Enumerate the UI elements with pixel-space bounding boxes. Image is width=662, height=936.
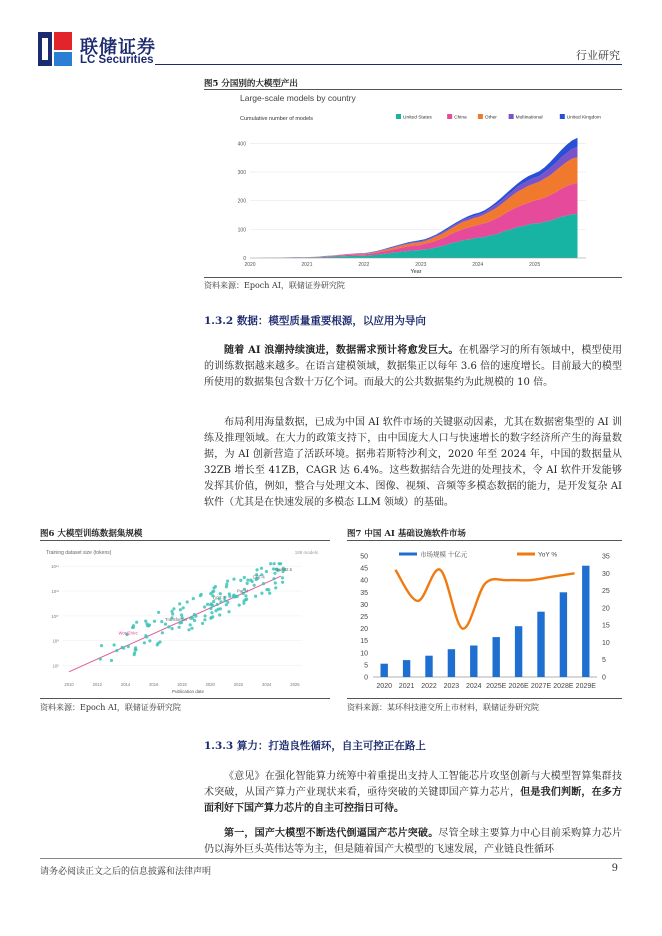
fig5-legend-label: United Kingdom	[566, 115, 601, 121]
fig6-point	[260, 567, 263, 570]
fig7-xtick: 2026E	[508, 683, 529, 690]
fig6-point	[178, 626, 181, 629]
fig6-point	[225, 583, 228, 586]
fig5-xtick: 2024	[472, 262, 484, 268]
fig7-source: 资料来源：某环科技港交所上市材料，联储证券研究院	[347, 703, 539, 712]
fig5-legend-swatch	[396, 114, 401, 119]
fig6-point	[178, 602, 181, 605]
fig7-y2tick: 15	[602, 622, 610, 630]
fig6-point	[131, 626, 134, 629]
fig7-xtick: 2028E	[553, 683, 574, 690]
fig6-point	[218, 613, 221, 616]
fig6-point	[268, 592, 271, 595]
fig7-legend-label: YoY %	[538, 551, 558, 559]
fig6-point	[260, 592, 263, 595]
fig6-point	[217, 608, 220, 611]
fig7-yoy-line	[395, 569, 574, 628]
fig5-bottom-rule	[204, 277, 622, 278]
fig6-point	[143, 641, 146, 644]
logo-text-cn: 联储证券	[80, 37, 156, 57]
fig6-xtick: 2018	[177, 682, 187, 687]
fig6-point	[238, 604, 241, 607]
fig6-point	[265, 588, 268, 591]
fig7-y2tick: 35	[602, 553, 610, 561]
fig5-ytick: 300	[237, 170, 246, 177]
fig6-point	[225, 603, 228, 606]
fig7-xtick: 2023	[443, 683, 460, 690]
s133-p2-text: 尽管全球主要算力中心目前采购算力芯片仍以海外巨头英伟达等为主，但是随着国产大模型的飞速发展，产业链良性循环	[204, 828, 623, 855]
fig7-y2tick: 10	[602, 639, 610, 647]
fig6-ytick: 10⁸	[52, 638, 59, 644]
fig6-point	[203, 605, 206, 608]
fig6-point	[274, 581, 277, 584]
fig6-point	[206, 603, 209, 606]
fig6-point	[193, 619, 196, 622]
fig6-point	[189, 623, 192, 626]
fig6-annotation: Transformer	[165, 616, 188, 622]
fig7-bar	[515, 626, 522, 677]
fig6-title: 图6 大模型训练数据集规模	[40, 529, 143, 539]
fig7-bar	[493, 637, 500, 677]
fig7-y2tick: 20	[602, 605, 610, 613]
header-rule	[155, 64, 622, 65]
fig6-xtick: 2022	[233, 682, 244, 687]
fig5-source: 资料来源：Epoch AI，联储证券研究院	[204, 281, 345, 290]
fig6-point	[153, 620, 156, 623]
fig6-point	[172, 607, 175, 610]
s133-p2-bold-lead: 第一，国产大模型不断迭代倒逼国产芯片突破。	[224, 828, 439, 839]
fig7-y2tick: 0	[602, 674, 606, 682]
fig7-bar	[582, 566, 589, 677]
fig5-legend-swatch	[560, 114, 565, 119]
fig6-point	[156, 643, 159, 646]
fig7-y2tick: 5	[602, 657, 606, 665]
fig7-xtick: 2027E	[530, 683, 552, 690]
fig5-xtick: 2023	[415, 262, 427, 268]
fig6-point	[243, 576, 246, 579]
fig5-ytick: 400	[237, 141, 246, 148]
page-number: 9	[611, 863, 618, 874]
fig6-point	[144, 620, 147, 623]
fig6-point	[209, 607, 212, 610]
fig6-point	[210, 611, 213, 614]
fig6-xtick: 2010	[64, 682, 74, 687]
fig6-point	[135, 621, 138, 624]
fig6-point	[186, 600, 189, 603]
fig6-annotation: Word2Vec	[118, 630, 138, 636]
fig6-point	[204, 614, 207, 617]
fig7-bar	[470, 646, 477, 678]
fig6-ytick: 10¹²	[51, 589, 59, 595]
fig6-point	[167, 625, 170, 628]
fig6-point	[113, 643, 116, 646]
fig6-point	[228, 592, 231, 595]
fig6-point	[100, 644, 103, 647]
fig6-annotation: GPT-3	[213, 595, 226, 601]
fig6-ytick: 10¹⁴	[51, 564, 59, 570]
fig6-ytick: 10⁶	[52, 663, 59, 669]
fig7-combo-chart	[347, 542, 622, 696]
fig6-point	[179, 608, 182, 611]
fig5-ytick: 200	[237, 198, 246, 205]
fig7-bar	[560, 592, 567, 677]
fig6-point	[203, 618, 206, 621]
p1-text: 在机器学习的所有领域中，模型使用的训练数据越来越多。在语言建模领域，数据集正以每年 3.6 倍的速度增长。目前最大的模型所使用的数据集包含数十万亿个词。而最大的公共数据集约为此规模的 10 倍。	[204, 345, 623, 388]
fig7-bottom-rule	[347, 698, 622, 699]
fig7-bar	[537, 612, 544, 677]
fig7-ytick: 25	[360, 614, 368, 621]
fig5-xlabel: Year	[410, 269, 422, 275]
logo-text-en: LC Securities	[80, 54, 154, 66]
fig5-legend-label: Other	[484, 115, 497, 121]
fig7-xtick: 2024	[466, 683, 482, 690]
section-132-title: 1.3.2 数据：模型质量重要根源，以应用为导向	[204, 315, 426, 327]
fig6-point	[232, 578, 235, 581]
fig5-ytick: 100	[237, 227, 246, 234]
fig6-point	[281, 576, 284, 579]
fig6-point	[244, 594, 247, 597]
p1-bold-lead: 随着 AI 浪潮持续演进，数据需求预计将愈发巨大。	[224, 345, 459, 356]
fig6-point	[254, 595, 257, 598]
fig6-xtick: 2016	[149, 682, 159, 687]
fig5-legend-swatch	[447, 114, 452, 119]
fig7-y2tick: 30	[602, 570, 610, 578]
fig7-ytick: 40	[360, 577, 368, 585]
fig6-point	[256, 568, 259, 571]
fig7-xtick: 2020	[376, 683, 392, 690]
fig6-point	[236, 595, 239, 598]
fig6-point	[272, 577, 275, 580]
fig6-point	[274, 586, 277, 589]
fig7-title: 图7 中国 AI 基础设施软件市场	[347, 529, 466, 539]
lc-logo-icon	[38, 32, 72, 66]
fig6-xlabel: Publication date	[171, 689, 205, 694]
fig5-legend-label: United States	[403, 115, 432, 121]
fig6-point	[251, 580, 254, 583]
fig7-bar	[381, 664, 388, 677]
report-category: 行业研究	[576, 49, 620, 62]
fig6-annotation: PaLM	[237, 588, 249, 594]
fig5-xtick: 2021	[301, 262, 313, 268]
fig6-point	[171, 627, 174, 630]
fig6-point	[253, 584, 256, 587]
fig5-ylabel: Cumulative number of models	[240, 116, 314, 122]
section-133-paragraph-2	[204, 826, 622, 858]
fig6-point	[147, 624, 150, 627]
fig7-xtick: 2025E	[486, 683, 507, 690]
fig6-point	[246, 582, 249, 585]
fig6-point	[190, 627, 193, 630]
s133-p1-bold: 但是我们判断，在多方面利好下国产算力芯片的自主可控指日可待。	[204, 787, 623, 814]
fig7-ytick: 0	[364, 674, 368, 682]
fig6-chart-title: Training dataset size (tokens)	[46, 550, 112, 556]
fig6-point	[191, 617, 194, 620]
fig6-xtick: 2026	[290, 682, 300, 687]
fig6-xtick: 2012	[92, 682, 102, 687]
fig6-point	[246, 579, 249, 582]
fig6-point	[210, 616, 213, 619]
fig7-bar	[448, 649, 455, 677]
fig7-top-rule	[347, 540, 622, 541]
fig6-point	[214, 585, 217, 588]
fig7-ytick: 45	[360, 565, 368, 573]
fig7-ytick: 50	[360, 553, 368, 561]
fig6-scatter-chart	[40, 542, 330, 696]
fig6-point	[145, 635, 148, 638]
fig6-point	[164, 623, 167, 626]
fig6-point	[211, 604, 214, 607]
fig7-xtick: 2021	[398, 683, 415, 690]
fig6-point	[227, 610, 230, 613]
fig6-point	[160, 620, 163, 623]
fig6-point	[187, 628, 190, 631]
s133-p1-text: 《意见》在强化智能算力统筹中着重提出支持人工智能芯片攻坚创新与大模型智算集群技术突破，从国产算力产业现状来看，亟待突破的关键即国产算力芯片，	[204, 771, 622, 798]
section-133-paragraph-1	[204, 769, 622, 817]
footer-disclaimer: 请务必阅读正文之后的信息披露和法律声明	[40, 867, 212, 877]
fig7-ytick: 5	[364, 662, 368, 670]
fig7-ytick: 20	[360, 626, 368, 634]
fig6-point	[211, 590, 214, 593]
fig7-xtick: 2029E	[575, 683, 596, 690]
fig6-point	[199, 594, 202, 597]
fig6-point	[281, 581, 284, 584]
fig6-ytick: 10¹⁰	[51, 613, 59, 619]
fig6-source: 资料来源：Epoch AI，联储证券研究院	[40, 703, 181, 712]
fig5-legend-swatch	[478, 114, 483, 119]
fig6-point	[245, 598, 248, 601]
section-133-title: 1.3.3 算力：打造良性循环，自主可控正在路上	[204, 740, 426, 752]
fig6-point	[278, 562, 281, 565]
fig6-point	[226, 580, 229, 583]
fig6-point	[269, 562, 272, 565]
fig6-point	[148, 639, 151, 642]
fig7-xtick: 2022	[421, 683, 437, 690]
fig6-point	[161, 631, 164, 634]
fig5-legend-swatch	[509, 114, 514, 119]
footer-rule	[40, 858, 622, 859]
fig7-y2tick: 25	[602, 588, 610, 596]
fig7-bar	[403, 660, 410, 677]
fig7-ytick: 30	[360, 601, 368, 609]
fig6-corner-note: 188 models	[294, 550, 318, 555]
fig7-legend-label: 市场规模 十亿元	[420, 551, 468, 559]
fig6-point	[99, 657, 102, 660]
fig7-ytick: 15	[360, 638, 368, 646]
fig6-trend-line	[69, 576, 281, 672]
fig6-annotation: Qwen2.5	[275, 567, 292, 573]
fig6-top-rule	[40, 540, 330, 541]
fig6-xtick: 2024	[262, 682, 272, 687]
fig5-legend-label: Multinational	[515, 115, 543, 121]
fig5-legend-label: China	[454, 115, 467, 121]
fig6-point	[193, 613, 196, 616]
fig6-point	[134, 648, 137, 651]
fig7-ytick: 35	[360, 589, 368, 597]
fig6-point	[157, 611, 160, 614]
fig5-area-chart	[204, 90, 622, 276]
section-132-paragraph-1	[204, 343, 622, 391]
fig5-chart-title: Large-scale models by country	[240, 93, 356, 103]
fig6-annotation: GPT-4	[252, 574, 265, 580]
fig7-bar	[425, 656, 432, 677]
fig6-point	[182, 606, 185, 609]
fig7-ytick: 10	[360, 650, 368, 658]
fig6-point	[171, 612, 174, 615]
fig6-point	[273, 562, 276, 565]
fig6-point	[122, 647, 125, 650]
fig6-bottom-rule	[40, 698, 330, 699]
fig6-point	[110, 659, 113, 662]
fig6-xtick: 2020	[205, 682, 215, 687]
fig5-xtick: 2025	[529, 262, 541, 268]
section-132-paragraph-2: 布局利用海量数据，已成为中国 AI 软件市场的关键驱动因素，尤其在数据密集型的 AI 训练及推理领域。在大力的政策支持下，由中国庞大人口与快速增长的数字经济所产生的海量数据，为 AI 创新营造了活跃环境。据弗若斯特沙利文，2020 年至 2024 年，中国的数据量从 32ZB 增长至 41ZB，CAGR 达 6.4%。这些数据结合先进的处理技术，令 AI 软件开发能够发挥其价值，例如，整合与处理文本、图像、视频、音频等多模态数据的能力，是开发复杂 AI 软件（尤其是在快速发展的多模态 LLM 领域）的基础。	[204, 417, 622, 508]
fig5-ytick: 0	[243, 256, 246, 262]
fig5-xtick: 2022	[358, 262, 370, 268]
fig6-point	[239, 579, 242, 582]
fig6-point	[201, 622, 204, 625]
fig6-point	[127, 645, 130, 648]
fig6-point	[115, 649, 118, 652]
fig5-title: 图5 分国别的大模型产出	[204, 79, 298, 89]
fig6-xtick: 2014	[120, 682, 131, 687]
fig6-point	[262, 582, 265, 585]
fig6-point	[133, 651, 136, 654]
fig6-point	[192, 597, 195, 600]
fig6-point	[216, 603, 219, 606]
fig6-point	[265, 570, 268, 573]
fig5-xtick: 2020	[244, 262, 256, 268]
